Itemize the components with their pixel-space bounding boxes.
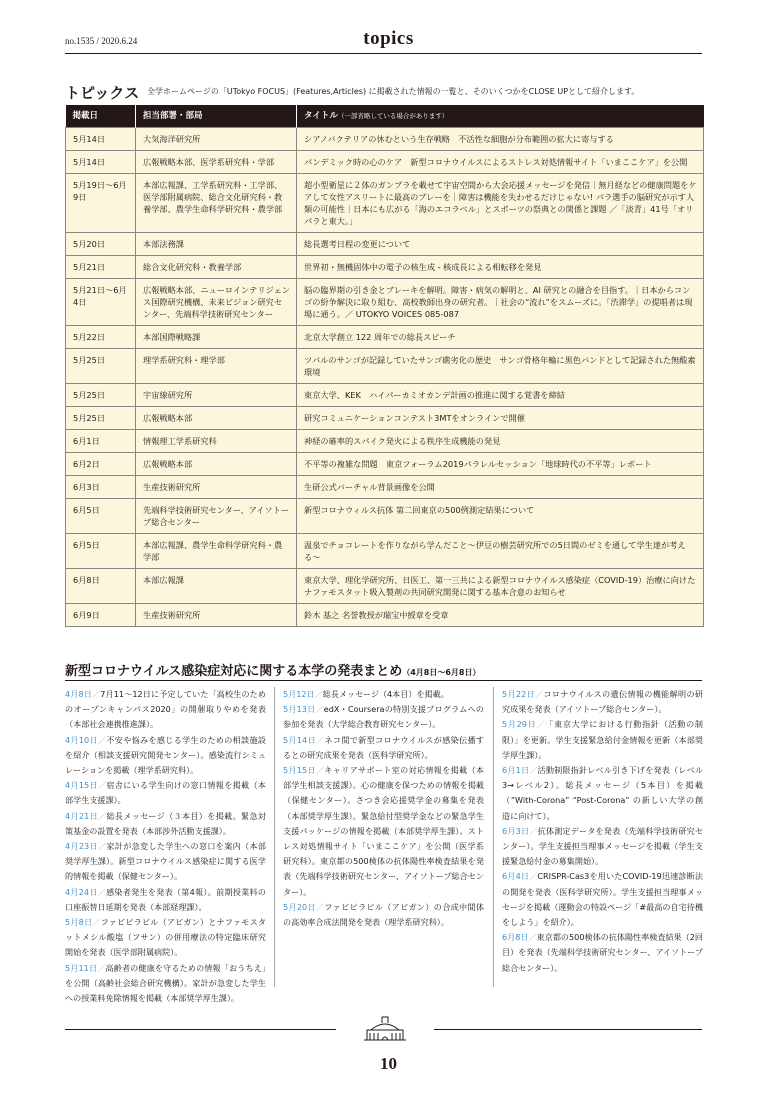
table-row: [66, 430, 704, 453]
announcement-item: [65, 961, 266, 1007]
cell-title: 脳の臨界期の引き金とブレーキを解明。障害・病気の解明と、AI 研究との融合を目指す。｜日本からコンゴの紛争解決に取り組む、高校教師出身の研究者。｜社会の“流れ”をスムーズに。「渋滞学」の提唱者は現場に通う。／ UTOKYO VOICES 085-087: [297, 279, 704, 326]
cell-date: 5月21日〜6月4日: [66, 279, 136, 326]
cell-date: 5月25日: [66, 384, 136, 407]
announcement-item: [502, 930, 703, 976]
announcement-date: 5月15日: [283, 765, 316, 776]
topics-heading-row: [65, 84, 705, 104]
announcement-text: キャリアサポート室の対応情報を掲載（本部学生相談支援課）。心の健康を保つための情報を掲載（保健センター）。さつき会応援奨学金の募集を発表（本部奨学厚生課）。緊急給付型奨学金などの緊急学生支援パッケージの情報を掲載（本部奨学厚生課）。ストレス対処情報サイト「いまここケア」を公開（医学系研究科）。東京都の500検体の抗体陽性率検査結果を発表（先端科学技術研究センター、アイソトープ総合センター）。: [283, 765, 484, 897]
announcement-date: 5月22日: [502, 689, 536, 699]
covid-column-1: [65, 687, 266, 1006]
cell-title: 温泉でチョコレートを作りながら学んだこと〜伊豆の樹芸研究所での5日間のゼミを通して学生達が考える〜: [297, 534, 704, 569]
cell-dept: 大気海洋研究所: [136, 128, 297, 151]
table-header-row: [66, 105, 704, 128]
announcement-separator: ／: [315, 901, 325, 912]
announcement-date: 6月4日: [502, 871, 530, 882]
cell-title: 東京大学、KEK ハイパーカミオカンデ計画の推進に関する覚書を締結: [297, 384, 704, 407]
covid-date-range: （4月8日〜6月8日）: [402, 668, 481, 677]
page-header-title: topics: [363, 28, 414, 49]
announcement-date: 6月1日: [502, 765, 530, 776]
announcement-text: 高齢者の健康を守るための情報「おうちえ」を公開（高齢社会総合研究機構）。家計が急変した学生への授業料免除情報を掲載（本部奨学厚生課）。: [65, 962, 267, 1004]
cell-title: 世界初・無機固体中の電子の核生成 - 核成長による相転移を発見: [297, 256, 704, 279]
announcement-date: 4月15日: [65, 780, 98, 791]
announcement-separator: ／: [528, 932, 537, 943]
announcement-date: 5月12日: [283, 689, 315, 699]
announcement-item: [65, 733, 266, 779]
cell-dept: 生産技術研究所: [136, 476, 297, 499]
cell-title: ツバルのサンゴが記録していたサンゴ礁劣化の歴史 サンゴ骨格年輪に黒色バンドとして記録された無酸素環境: [297, 349, 704, 384]
announcement-item: [283, 733, 484, 763]
cell-date: 5月14日: [66, 128, 136, 151]
cell-date: 6月2日: [66, 453, 136, 476]
announcement-separator: ／: [529, 871, 538, 882]
announcement-text: 宿舎にいる学生向けの窓口情報を掲載（本部学生支援課）。: [65, 780, 266, 806]
footer-rule-left: [65, 1029, 336, 1030]
announcement-separator: ／: [98, 810, 107, 821]
col-header-dept: 担当部署・部局: [136, 105, 297, 128]
cell-dept: 本部広報課、農学生命科学研究科・農学部: [136, 534, 297, 569]
topics-table: [65, 105, 704, 627]
announcement-text: 家計が急変した学生への窓口を案内（本部奨学厚生課）。新型コロナウイルス感染症に関する医学的情報を掲載（保健センター）。: [65, 841, 266, 882]
table-row: [66, 128, 704, 151]
cell-dept: 広報戦略本部: [136, 407, 297, 430]
announcement-separator: ／: [315, 704, 324, 715]
announcement-item: [283, 900, 484, 930]
announcement-item: [502, 869, 703, 930]
cell-date: 5月14日: [66, 151, 136, 174]
cell-dept: 本部広報課: [136, 569, 297, 604]
table-row: [66, 476, 704, 499]
announcement-text: 感染者発生を発表（第4報）。前期授業料の口座振替日延期を発表（本部経理課）。: [65, 886, 266, 912]
table-row: [66, 279, 704, 326]
announcement-separator: ／: [535, 689, 544, 699]
table-row: [66, 349, 704, 384]
announcement-date: 4月23日: [65, 841, 98, 852]
table-row: [66, 174, 704, 233]
announcement-text: CRISPR-Cas3を用いたCOVID-19迅速診断法の開発を発表（医科学研究所）。学生支援担当理事メッセージを掲載（運動会の特設ページ「#最高の自宅待機をしよう」を紹介）。: [502, 871, 703, 928]
announcement-text: 総長メッセージ（３本目）を掲載。緊急対策基金の設置を発表（本部渉外活動支援課）。: [65, 810, 266, 836]
covid-heading-rule: [65, 680, 702, 681]
cell-title: 研究コミュニケーションコンテスト3MTをオンラインで開催: [297, 407, 704, 430]
cell-dept: 先端科学技術研究センター、アイソトープ総合センター: [136, 499, 297, 534]
announcement-date: 4月24日: [65, 886, 98, 897]
column-divider: [274, 687, 275, 987]
covid-heading-row: [65, 660, 705, 679]
cell-dept: 情報理工学系研究科: [136, 430, 297, 453]
cell-dept: 本部法務課: [136, 233, 297, 256]
col-header-title-label: タイトル: [304, 111, 338, 121]
topics-table-body: [66, 128, 704, 627]
announcement-text: ネコ間で新型コロナウイルスが感染伝播するとの研究成果を発表（医科学研究所）。: [283, 734, 484, 760]
covid-column-2: [283, 687, 484, 930]
cell-title: 東京大学、理化学研究所、日医工、第一三共による新型コロナウイルス感染症（COVID-19）治療に向けたナファモスタット吸入製剤の共同研究開発に関する基本合意のお知らせ: [297, 569, 704, 604]
cell-title: 神経の確率的スパイク発火による秩序生成機能の発見: [297, 430, 704, 453]
announcement-date: 5月13日: [283, 704, 316, 715]
announcement-item: [502, 763, 703, 824]
cell-date: 5月19日〜6月9日: [66, 174, 136, 233]
announcement-item: [283, 763, 484, 900]
announcement-date: 4月21日: [65, 810, 99, 821]
cell-date: 6月5日: [66, 534, 136, 569]
table-row: [66, 326, 704, 349]
table-row: [66, 604, 704, 627]
announcement-date: 5月11日: [65, 962, 98, 973]
announcement-item: [65, 809, 266, 839]
announcement-date: 5月8日: [65, 917, 93, 928]
announcement-item: [65, 778, 266, 808]
cell-title: パンデミック時の心のケア 新型コロナウイルスによるストレス対処情報サイト「いまここケア」を公開: [297, 151, 704, 174]
announcement-item: [65, 839, 266, 885]
announcement-item: [502, 687, 703, 717]
announcement-separator: ／: [529, 825, 538, 836]
announcement-item: [283, 702, 484, 732]
covid-column-3: [502, 687, 703, 976]
announcement-text: 総長メッセージ（4本目）を掲載。: [322, 689, 449, 699]
announcement-text: 「東京大学における行動指針（活動の制限）」を更新。学生支援緊急給付金情報を更新（本部奨学厚生課）。: [502, 719, 703, 760]
announcement-separator: ／: [536, 719, 546, 730]
cell-dept: 広報戦略本部: [136, 453, 297, 476]
table-row: [66, 569, 704, 604]
topics-intro: 全学ホームページの「UTokyo FOCUS」(Features,Articles) に掲載された情報の一覧と、そのいくつかをCLOSE UPとして紹介します。: [147, 87, 640, 96]
yasuda-auditorium-icon: [360, 1014, 410, 1042]
cell-title: シアノバクテリアの休むという生存戦略 不活性な細胞が分布範囲の拡大に寄与する: [297, 128, 704, 151]
announcement-item: [65, 885, 266, 915]
cell-dept: 生産技術研究所: [136, 604, 297, 627]
announcement-text: 不安や悩みを感じる学生のための相談施設を紹介（相談支援研究開発センター）。感染流行シミュレーションを掲載（理学系研究科）。: [65, 734, 266, 776]
announcement-date: 6月8日: [502, 932, 529, 943]
cell-date: 5月25日: [66, 349, 136, 384]
column-divider: [493, 687, 494, 987]
cell-title: 超小型衛星に２体のガンプラを載せて宇宙空間から大会応援メッセージを発信｜無月経などの健康問題をケアして女性アスリートに最高のプレーを｜障害は機能を失わせるだけじゃない! パラ選手の脳研究が示す人類の可能性｜日本にも広がる「海のエコラベル」とスポーツの祭典との関係と課題 ／「淡青」41号「オリパラと東大。」: [297, 174, 704, 233]
table-row: [66, 256, 704, 279]
announcement-text: 7月11〜12日に予定していた「高校生のためのオープンキャンパス2020」の開催取りやめを発表（本部社会連携推進課）。: [65, 689, 266, 730]
covid-heading: [65, 660, 705, 679]
page-number: 10: [380, 1054, 397, 1073]
header-rule: [65, 53, 702, 54]
cell-date: 6月8日: [66, 569, 136, 604]
col-header-title-note: （一部省略している場合があります）: [337, 112, 449, 120]
announcement-text: ファビピラビル（アビガン）とナファモスタットメシル酸塩（フサン）の併用療法の特定臨床研究開始を発表（医学部附属病院）。: [65, 917, 266, 958]
footer-rule-right: [434, 1029, 702, 1030]
announcement-date: 4月8日: [65, 689, 92, 699]
announcement-separator: ／: [97, 734, 107, 745]
cell-title: 北京大学創立 122 周年での総長スピーチ: [297, 326, 704, 349]
cell-title: 総長選考日程の変更について: [297, 233, 704, 256]
table-row: [66, 453, 704, 476]
cell-dept: 広報戦略本部、ニューロインテリジェンス国際研究機構、未来ビジョン研究センター、先端科学技術研究センター: [136, 279, 297, 326]
cell-dept: 広報戦略本部、医学系研究科・学部: [136, 151, 297, 174]
cell-title: 不平等の複雑な問題 東京フォーラム2019パラレルセッション「地球時代の不平等」レポート: [297, 453, 704, 476]
col-header-title: [297, 105, 704, 128]
announcement-item: [502, 824, 703, 870]
announcement-separator: ／: [529, 765, 538, 776]
covid-heading-text: 新型コロナウイルス感染症対応に関する本学の発表まとめ: [65, 664, 403, 679]
announcement-item: [502, 717, 703, 763]
announcement-item: [65, 687, 266, 733]
announcement-text: コロナウイルスの遺伝情報の機能解明の研究成果を発表（アイソトープ総合センター）。: [502, 689, 703, 715]
cell-dept: 総合文化研究科・教養学部: [136, 256, 297, 279]
cell-dept: 理学系研究科・理学部: [136, 349, 297, 384]
cell-date: 5月21日: [66, 256, 136, 279]
announcement-separator: ／: [314, 689, 323, 699]
announcement-separator: ／: [97, 962, 106, 973]
cell-date: 5月22日: [66, 326, 136, 349]
issue-number: no.1535 / 2020.6.24: [65, 36, 138, 46]
announcement-separator: ／: [97, 780, 107, 791]
cell-dept: 本部広報課、工学系研究科・工学部、医学部附属病院、総合文化研究科・教養学部、農学生命科学研究科・農学部: [136, 174, 297, 233]
cell-date: 6月1日: [66, 430, 136, 453]
cell-date: 6月9日: [66, 604, 136, 627]
announcement-text: 活動制限指針レベル引き下げを発表（レベル3→レベル2）。総長メッセージ（5本目）を掲載（“With-Corona” “Post-Corona” の新しい大学の創造に向けて）。: [502, 765, 703, 821]
announcement-separator: ／: [97, 841, 107, 852]
announcement-text: 東京都の500検体の抗体陽性率検査結果（2回目）を発表（先端科学技術研究センター、アイソトープ総合センター）。: [502, 932, 703, 973]
announcement-text: ファビピラビル（アビガン）の合成中間体の高効率合成法開発を発表（理学系研究科）。: [283, 901, 484, 928]
cell-dept: 宇宙線研究所: [136, 384, 297, 407]
announcement-separator: ／: [92, 917, 101, 928]
cell-date: 5月20日: [66, 233, 136, 256]
topics-heading: トピックス: [65, 84, 140, 102]
table-row: [66, 384, 704, 407]
cell-date: 6月5日: [66, 499, 136, 534]
announcement-separator: ／: [92, 689, 101, 699]
cell-date: 6月3日: [66, 476, 136, 499]
announcement-separator: ／: [315, 765, 325, 776]
announcement-separator: ／: [97, 886, 107, 897]
announcement-item: [283, 687, 484, 702]
announcement-text: 抗体測定データを発表（先端科学技術研究センター）。学生支援担当理事メッセージを掲載（学生支援緊急給付金の募集開始）。: [502, 825, 703, 867]
announcement-date: 5月20日: [283, 901, 316, 912]
cell-title: 生研公式バーチャル背景画像を公開: [297, 476, 704, 499]
announcement-date: 5月14日: [283, 734, 317, 745]
announcement-date: 6月3日: [502, 825, 530, 836]
cell-title: 新型コロナウィルス抗体 第二回東京の500例測定結果について: [297, 499, 704, 534]
cell-dept: 本部国際戦略課: [136, 326, 297, 349]
table-row: [66, 407, 704, 430]
announcement-separator: ／: [316, 734, 325, 745]
cell-title: 鈴木 基之 名誉教授が瑞宝中綬章を受章: [297, 604, 704, 627]
announcement-item: [65, 915, 266, 961]
table-row: [66, 233, 704, 256]
announcement-date: 4月10日: [65, 734, 98, 745]
table-row: [66, 151, 704, 174]
cell-date: 5月25日: [66, 407, 136, 430]
covid-columns: [65, 687, 703, 1004]
table-row: [66, 499, 704, 534]
announcement-date: 5月29日: [502, 719, 537, 730]
col-header-date: 掲載日: [66, 105, 136, 128]
table-row: [66, 534, 704, 569]
announcement-text: edX・Courseraの特別支援プログラムへの参加を発表（大学総合教育研究センター）。: [283, 704, 484, 730]
